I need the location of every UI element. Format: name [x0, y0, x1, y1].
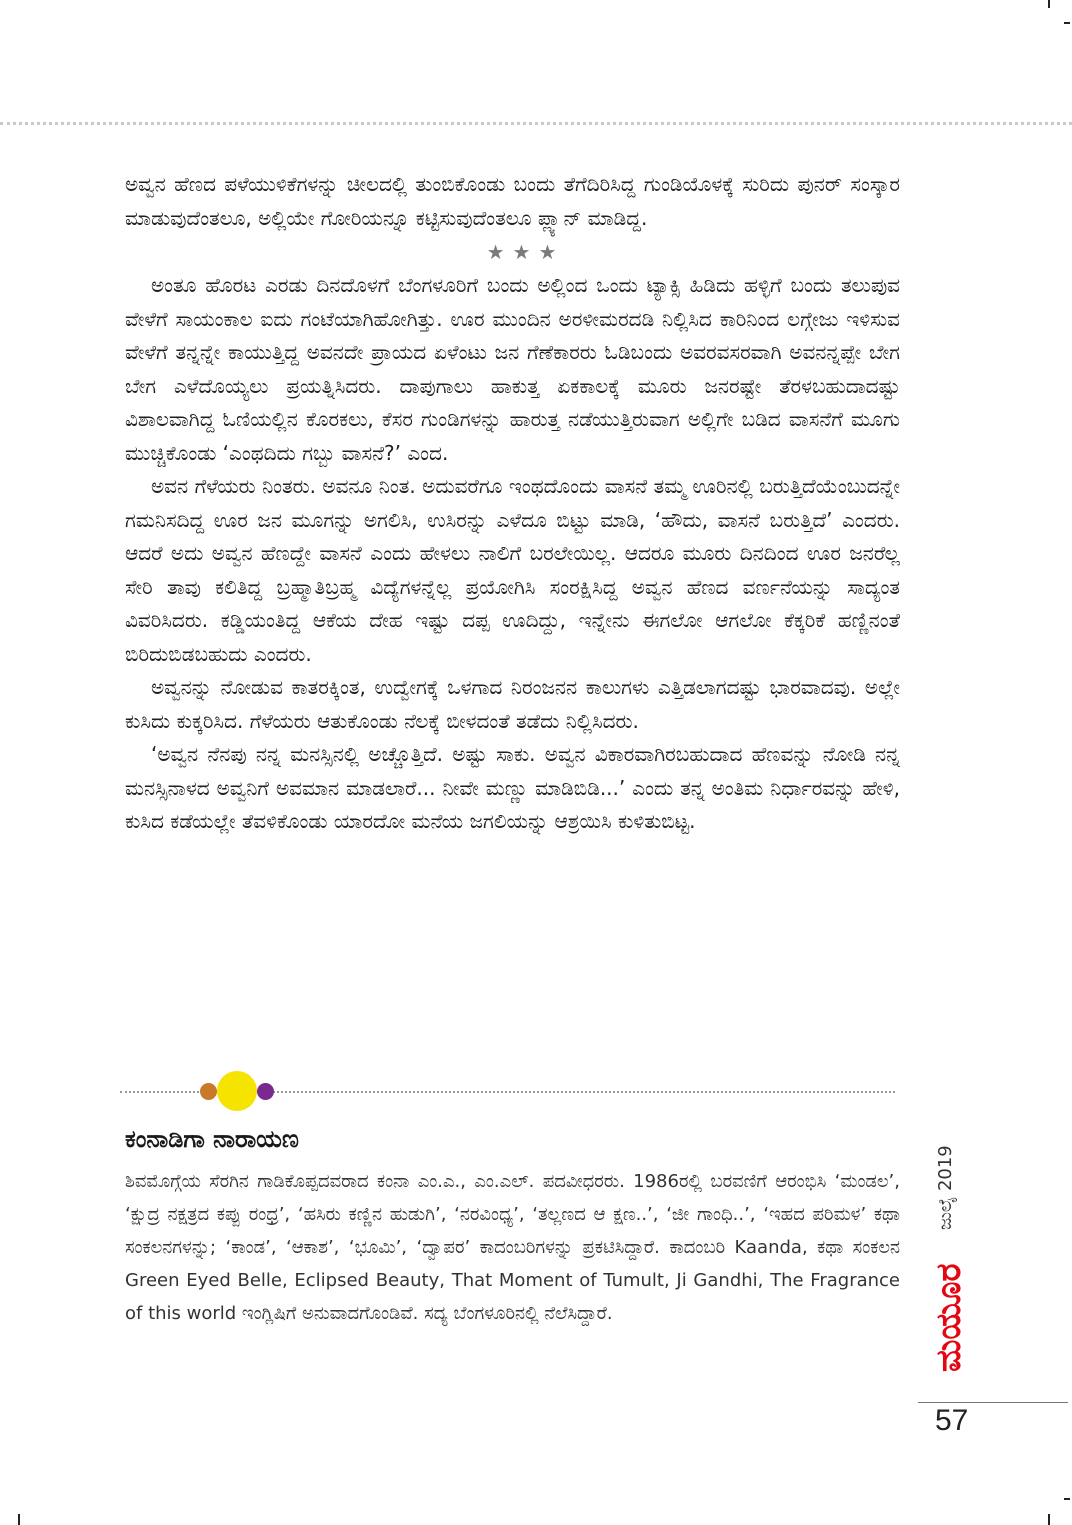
section-separator-stars: ★★★ [486, 240, 565, 264]
crop-mark-bottom-right [1048, 1514, 1050, 1525]
divider-dot-purple [257, 1083, 274, 1100]
issue-date: ಜುಲೈ 2019 [935, 1145, 956, 1230]
article-paragraph: ‘ಅವ್ವನ ನೆನಪು ನನ್ನ ಮನಸ್ಸಿನಲ್ಲಿ ಅಚ್ಚೊತ್ತಿದೆ. ಅಷ್ಟು ಸಾಕು. ಅವ್ವನ ವಿಕಾರವಾಗಿರಬಹುದಾದ ಹೆಣವನ್ನು ನೋಡಿ ನನ್ನ ಮನಸ್ಸಿನಾಳದ ಅವ್ವನಿಗೆ ಅವಮಾನ ಮಾಡಲಾರೆ... ನೀವೇ ಮಣ್ಣು ಮಾಡಿಬಿಡಿ...’ ಎಂದು ತನ್ನ ಅಂತಿಮ ನಿರ್ಧಾರವನ್ನು ಹೇಳಿ, ಕುಸಿದ ಕಡೆಯಲ್ಲೇ ತೆವಳಿಕೊಂಡು ಯಾರದೋ ಮನೆಯ ಜಗಲಿಯನ್ನು ಆಶ್ರಯಿಸಿ ಕುಳಿತುಬಿಟ್ಟ. [125, 742, 900, 833]
author-bio-text: ಶಿವಮೊಗ್ಗೆಯ ಸೆರಗಿನ ಗಾಡಿಕೊಪ್ಪದವರಾದ ಕಂನಾ ಎಂ.ಎ., ಎಂ.ಎಲ್. ಪದವೀಧರರು. 1986ರಲ್ಲಿ ಬರವಣಿಗೆ ಆರಂಭಿಸಿ ‘ಮಂಡಲ’, ‘ಕ್ಷುದ್ರ ನಕ್ಷತ್ರದ ಕಪ್ಪು ರಂಧ್ರ’, ‘ಹಸಿರು ಕಣ್ಣಿನ ಹುಡುಗಿ’, ‘ನರವಿಂಧ್ಯ’, ‘ತಲ್ಲಣದ ಆ ಕ್ಷಣ..’, ‘ಜೀ ಗಾಂಧಿ..’, ‘ಇಹದ ಪರಿಮಳ’ ಕಥಾ ಸಂಕಲನಗಳನ್ನು; ‘ಕಾಂಡ’, ‘ಆಕಾಶ’, ‘ಭೂಮಿ’, ‘ದ್ವಾಪರ’ ಕಾದಂಬರಿಗಳನ್ನು ಪ್ರಕಟಿಸಿದ್ದಾರೆ. ಕಾದಂಬರಿ Kaanda, ಕಥಾ ಸಂಕಲನ Green Eyed Belle, Eclipsed Beauty, That Moment of Tumult, Ji Gandhi, The Fragrance of this world ಇಂಗ್ಲಿಷಿಗೆ ಅನುವಾದಗೊಂಡಿವೆ. ಸದ್ಯ ಬೆಂಗಳೂರಿನಲ್ಲಿ ನೆಲೆಸಿದ್ದಾರೆ. [125, 1171, 900, 1324]
article-paragraph: ಅವ್ವನನ್ನು ನೋಡುವ ಕಾತರಕ್ಕಿಂತ, ಉದ್ವೇಗಕ್ಕೆ ಒಳಗಾದ ನಿರಂಜನನ ಕಾಲುಗಳು ಎತ್ತಿಡಲಾಗದಷ್ಟು ಭಾರವಾದವು. ಅಲ್ಲೇ ಕುಸಿದು ಕುಕ್ಕರಿಸಿದ. ಗೆಳೆಯರು ಆತುಕೊಂಡು ನೆಲಕ್ಕೆ ಬೀಳದಂತೆ ತಡೆದು ನಿಲ್ಲಿಸಿದರು. [125, 675, 900, 733]
crop-mark-bottom-left [18, 1514, 20, 1525]
divider-dot-orange [200, 1083, 217, 1100]
article-paragraph: ಅವನ ಗೆಳೆಯರು ನಿಂತರು. ಅವನೂ ನಿಂತ. ಅದುವರೆಗೂ ಇಂಥದೊಂದು ವಾಸನೆ ತಮ್ಮ ಊರಿನಲ್ಲಿ ಬರುತ್ತಿದೆಯೆಂಬುದನ್ನೇ ಗಮನಿಸದಿದ್ದ ಊರ ಜನ ಮೂಗನ್ನು ಅಗಲಿಸಿ, ಉಸಿರನ್ನು ಎಳೆದೂ ಬಿಟ್ಟು ಮಾಡಿ, ‘ಹೌದು, ವಾಸನೆ ಬರುತ್ತಿದೆ’ ಎಂದರು. ಆದರೆ ಅದು ಅವ್ವನ ಹೆಣದ್ದೇ ವಾಸನೆ ಎಂದು ಹೇಳಲು ನಾಲಿಗೆ ಬರಲೇಯಿಲ್ಲ. ಆದರೂ ಮೂರು ದಿನದಿಂದ ಊರ ಜನರೆಲ್ಲ ಸೇರಿ ತಾವು ಕಲಿತಿದ್ದ ಬ್ರಹ್ಮಾತಿಬ್ರಹ್ಮ ವಿದ್ಯೆಗಳನ್ನೆಲ್ಲ ಪ್ರಯೋಗಿಸಿ ಸಂರಕ್ಷಿಸಿದ್ದ ಅವ್ವನ ಹೆಣದ ವರ್ಣನೆಯನ್ನು ಸಾದ್ಯಂತ ವಿವರಿಸಿದರು. ಕಡ್ಡಿಯಂತಿದ್ದ ಆಕೆಯ ದೇಹ ಇಷ್ಟು ದಪ್ಪ ಊದಿದ್ದು, ಇನ್ನೇನು ಈಗಲೋ ಆಗಲೋ ಕೆಕ್ಕರಿಕೆ ಹಣ್ಣಿನಂತೆ ಬಿರಿದುಬಿಡಬಹುದು ಎಂದರು. [125, 474, 900, 666]
crop-mark-bottom-right-side [1064, 1498, 1070, 1500]
article-opening: ಅವ್ವನ ಹೆಣದ ಪಳೆಯುಳಿಕೆಗಳನ್ನು ಚೀಲದಲ್ಲಿ ತುಂಬಿಕೊಂಡು ಬಂದು ತೆಗೆದಿರಿಸಿದ್ದ ಗುಂಡಿಯೊಳಕ್ಕೆ ಸುರಿದು ಪುನರ್ ಸಂಸ್ಕಾರ ಮಾಡುವುದೆಂತಲೂ, ಅಲ್ಲಿಯೇ ಗೋರಿಯನ್ನೂ ಕಟ್ಟಿಸುವುದೆಂತಲೂ ಪ್ಲ್ಯಾನ್ ಮಾಡಿದ್ದ. [125, 172, 900, 230]
divider-dot-yellow [217, 1071, 257, 1111]
magazine-sidebar [925, 1110, 985, 1400]
page-number-rule [918, 1402, 1068, 1403]
article-paragraph: ಅಂತೂ ಹೊರಟ ಎರಡು ದಿನದೊಳಗೆ ಬೆಂಗಳೂರಿಗೆ ಬಂದು ಅಲ್ಲಿಂದ ಒಂದು ಟ್ಯಾಕ್ಸಿ ಹಿಡಿದು ಹಳ್ಳಿಗೆ ಬಂದು ತಲುಪುವ ವೇಳೆಗೆ ಸಾಯಂಕಾಲ ಐದು ಗಂಟೆಯಾಗಿಹೋಗಿತ್ತು. ಊರ ಮುಂದಿನ ಅರಳೀಮರದಡಿ ನಿಲ್ಲಿಸಿದ ಕಾರಿನಿಂದ ಲಗ್ಗೇಜು ಇಳಿಸುವ ವೇಳೆಗೆ ತನ್ನನ್ನೇ ಕಾಯುತ್ತಿದ್ದ ಅವನದೇ ಪ್ರಾಯದ ಏಳೆಂಟು ಜನ ಗೆಣೆಕಾರರು ಓಡಿಬಂದು ಅವರವಸರವಾಗಿ ಅವನನ್ನಪ್ಪೇ ಬೇಗ ಬೇಗ ಎಳೆದೊಯ್ಯಲು ಪ್ರಯತ್ನಿಸಿದರು. ದಾಪುಗಾಲು ಹಾಕುತ್ತ ಏಕಕಾಲಕ್ಕೆ ಮೂರು ಜನರಷ್ಟೇ ತೆರಳಬಹುದಾದಷ್ಟು ವಿಶಾಲವಾಗಿದ್ದ ಓಣಿಯಲ್ಲಿನ ಕೊರಕಲು, ಕೆಸರ ಗುಂಡಿಗಳನ್ನು ಹಾರುತ್ತ ನಡೆಯುತ್ತಿರುವಾಗ ಅಲ್ಲಿಗೇ ಬಡಿದ ವಾಸನೆಗೆ ಮೂಗು ಮುಚ್ಚಿಕೊಂಡು ‘ಎಂಥದಿದು ಗಬ್ಬು ವಾಸನೆ?’ ಎಂದ. [125, 273, 900, 465]
article-body [125, 168, 900, 839]
crop-mark-top-right [1048, 0, 1050, 8]
page-number: 57 [935, 1404, 969, 1437]
crop-mark-top-right-side [1064, 22, 1070, 24]
author-bio [125, 1125, 900, 1330]
author-name: ಕಂನಾಡಿಗಾ ನಾರಾಯಣ [125, 1125, 299, 1153]
top-dotted-rule [0, 122, 1072, 125]
magazine-logo: ಮಯೂರ [929, 1263, 969, 1373]
